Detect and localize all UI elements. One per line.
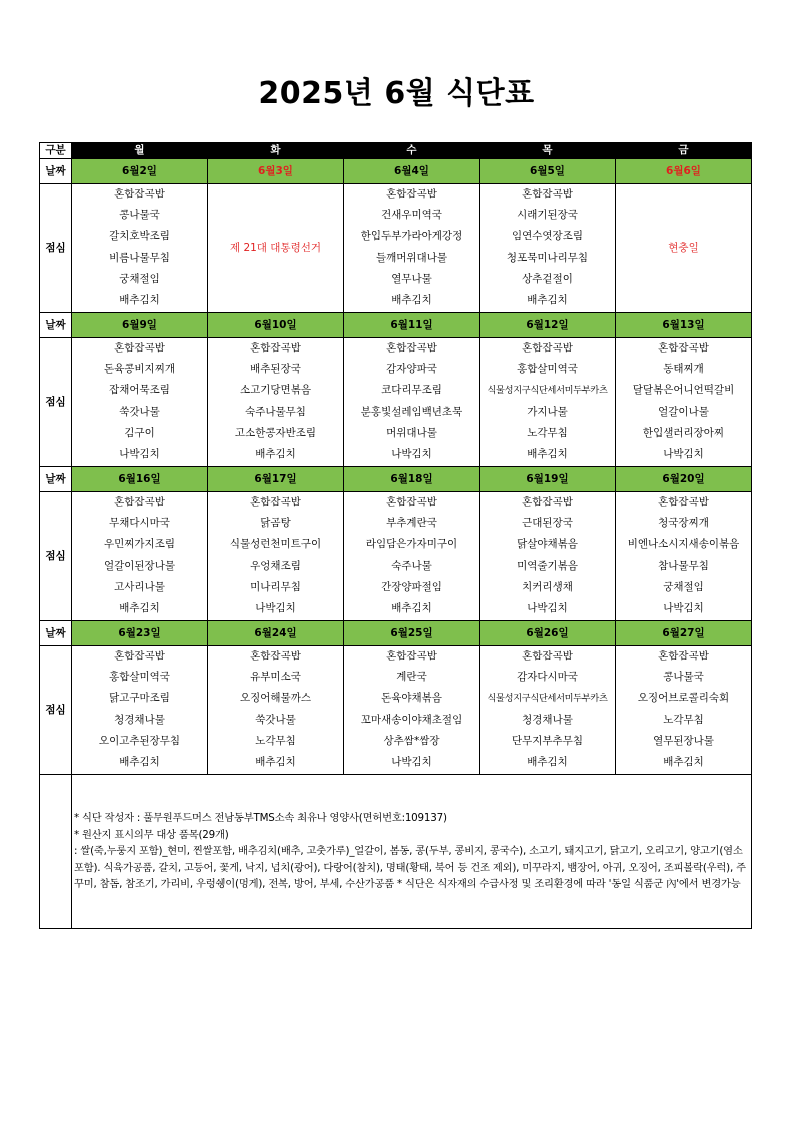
date-cell: 6월9일 — [72, 313, 208, 338]
menu-item: 갈치호박조림 — [109, 230, 170, 243]
holiday-note: 현충일 — [616, 184, 752, 313]
menu-item: 열무된장나물 — [653, 734, 714, 747]
date-cell: 6월18일 — [344, 467, 480, 492]
menu-cell — [480, 338, 616, 467]
menu-item: 혼합잡곡밥 — [522, 496, 573, 508]
menu-item: 식물성런천미트구이 — [229, 538, 322, 551]
menu-item: 혼합잡곡밥 — [114, 342, 165, 354]
date-cell: 6월20일 — [616, 467, 752, 492]
menu-item: 혼합잡곡밥 — [522, 650, 573, 662]
date-cell: 6월13일 — [616, 313, 752, 338]
menu-item: 혼합잡곡밥 — [658, 496, 709, 508]
menu-item: 닭고구마조림 — [109, 692, 170, 705]
lunch-row — [40, 492, 752, 621]
menu-item: 배추된장국 — [250, 363, 301, 376]
menu-item: 쑥갓나물 — [119, 405, 160, 418]
menu-item: 배추김치 — [391, 601, 432, 614]
day-header-thu: 목 — [480, 143, 616, 159]
menu-item: 청경채나물 — [522, 713, 573, 726]
menu-item: 배추김치 — [119, 601, 160, 614]
header-row — [40, 143, 752, 159]
menu-item: 닭곰탕 — [260, 517, 291, 530]
menu-item: 미나리무침 — [250, 580, 301, 593]
menu-item: 한입두부가라아게강정 — [360, 230, 463, 243]
menu-item: 배추김치 — [255, 755, 296, 768]
menu-item: 김구이 — [124, 426, 155, 439]
category-header: 구분 — [40, 143, 72, 159]
menu-item: 배추김치 — [527, 293, 568, 306]
menu-cell — [72, 492, 208, 621]
menu-item: 얼갈이나물 — [658, 405, 709, 418]
menu-item: 혼합잡곡밥 — [386, 342, 437, 354]
day-header-tue: 화 — [208, 143, 344, 159]
menu-item: 배추김치 — [527, 755, 568, 768]
lunch-row — [40, 646, 752, 775]
menu-item: 한입샐러리장아찌 — [642, 426, 725, 439]
lunch-row — [40, 184, 752, 313]
menu-item: 열무나물 — [391, 272, 432, 285]
menu-item: 분홍빛설레임백년초묵 — [360, 405, 463, 418]
menu-item: 오이고추된장무침 — [98, 734, 181, 747]
menu-item: 고소한콩자반조림 — [234, 426, 317, 439]
date-cell: 6월4일 — [344, 159, 480, 184]
menu-item: 콩나물국 — [119, 209, 160, 222]
menu-item: 숙주나물무침 — [245, 405, 306, 418]
menu-cell — [616, 646, 752, 775]
menu-cell — [72, 646, 208, 775]
date-row — [40, 467, 752, 492]
menu-item: 숙주나물 — [391, 559, 432, 572]
menu-item: 미역줄기볶음 — [517, 559, 578, 572]
menu-item: 비름나물무침 — [109, 251, 170, 264]
menu-item: 혼합잡곡밥 — [114, 496, 165, 508]
menu-cell — [616, 492, 752, 621]
menu-cell — [208, 646, 344, 775]
menu-item: 간장양파절임 — [381, 580, 442, 593]
day-header-wed: 수 — [344, 143, 480, 159]
note-line: : 쌀(죽,누룽지 포함)_현미, 찐쌀포함, 배추김치(배추, 고춧가루)_얼갈이, 봄동, 콩(두부, 콩비지, 콩국수), 소고기, 돼지고기, 닭고기, 오리고기, 양고기(염소포함). 식육가공품, 갈치, 고등어, 꽃게, 낙지, 넙치(광어), 다랑어(참치), 명태(황태, 북어 등 건조 제외), 미꾸라지, 뱀장어, 아귀, 오징어, 조피볼락(우럭), 주꾸미, 참돔, 참조기, 가리비, 우렁쉥이(멍게), 전복, 방어, 부세, 수산가공품 * 식단은 식자재의 수급사정 및 조리환경에 따라 '동일 식품군 內'에서 변경가능 — [74, 845, 746, 891]
menu-item: 달달볶은어니언떡갈비 — [632, 384, 735, 397]
date-cell: 6월27일 — [616, 621, 752, 646]
menu-cell — [344, 184, 480, 313]
notes-cell — [72, 775, 752, 929]
menu-item: 나박김치 — [391, 755, 432, 768]
menu-item: 감자다시마국 — [517, 671, 578, 684]
date-cell: 6월2일 — [72, 159, 208, 184]
menu-item: 건새우미역국 — [381, 209, 442, 222]
menu-item: 근대된장국 — [522, 517, 573, 530]
date-cell: 6월10일 — [208, 313, 344, 338]
menu-item: 들깨머위대나물 — [375, 251, 447, 264]
menu-item: 우엉채조림 — [250, 559, 301, 572]
menu-cell — [480, 184, 616, 313]
menu-cell — [344, 646, 480, 775]
menu-item: 혼합잡곡밥 — [386, 496, 437, 508]
menu-item: 무채다시마국 — [109, 517, 170, 530]
menu-item: 배추김치 — [255, 447, 296, 460]
menu-cell — [480, 646, 616, 775]
menu-item: 유부미소국 — [250, 671, 301, 684]
menu-item: 비엔나소시지새송이볶음 — [627, 538, 740, 551]
menu-item: 배추김치 — [119, 755, 160, 768]
menu-item: 콩나물국 — [663, 671, 704, 684]
menu-item: 배추김치 — [119, 293, 160, 306]
notes-row-label — [40, 775, 72, 929]
menu-cell — [480, 492, 616, 621]
menu-item: 식물성지구식단세서미두부카츠 — [487, 693, 608, 705]
menu-item: 참나물무침 — [658, 559, 709, 572]
menu-item: 궁채절임 — [663, 580, 704, 593]
date-row-label: 날짜 — [40, 159, 72, 184]
lunch-row-label: 점심 — [40, 492, 72, 621]
meal-plan-table — [39, 142, 752, 929]
menu-item: 소고기당면볶음 — [239, 384, 311, 397]
menu-item: 오징어해물까스 — [239, 692, 311, 705]
menu-item: 동태찌개 — [663, 363, 704, 376]
date-cell: 6월26일 — [480, 621, 616, 646]
menu-item: 노각무침 — [663, 713, 704, 726]
menu-item: 우민찌가지조림 — [103, 538, 175, 551]
menu-item: 청경채나물 — [114, 713, 165, 726]
note-line: * 원산지 표시의무 대상 품목(29개) — [74, 828, 229, 841]
menu-item: 계란국 — [396, 671, 427, 684]
date-cell: 6월25일 — [344, 621, 480, 646]
menu-item: 임연수엿장조림 — [511, 230, 583, 243]
menu-item: 노각무침 — [527, 426, 568, 439]
date-row — [40, 313, 752, 338]
menu-item: 혼합잡곡밥 — [250, 496, 301, 508]
menu-item: 나박김치 — [527, 601, 568, 614]
menu-item: 부추계란국 — [386, 517, 437, 530]
menu-item: 쑥갓나물 — [255, 713, 296, 726]
date-cell: 6월24일 — [208, 621, 344, 646]
menu-item: 돈육콩비지찌개 — [103, 363, 175, 376]
lunch-row-label: 점심 — [40, 646, 72, 775]
menu-item: 라임담은가자미구이 — [365, 538, 458, 551]
menu-cell — [72, 338, 208, 467]
menu-cell — [616, 338, 752, 467]
menu-item: 나박김치 — [663, 601, 704, 614]
date-cell: 6월12일 — [480, 313, 616, 338]
menu-item: 나박김치 — [119, 447, 160, 460]
day-header-fri: 금 — [616, 143, 752, 159]
menu-item: 머위대나물 — [386, 426, 437, 439]
menu-item: 배추김치 — [663, 755, 704, 768]
menu-item: 청포묵미나리무침 — [506, 251, 589, 264]
date-cell: 6월3일 — [208, 159, 344, 184]
menu-item: 치커리생채 — [522, 580, 573, 593]
menu-item: 돈육야채볶음 — [381, 692, 442, 705]
menu-item: 얼갈이된장나물 — [103, 559, 175, 572]
menu-item: 나박김치 — [391, 447, 432, 460]
notes-row — [40, 775, 752, 929]
date-row-label: 날짜 — [40, 313, 72, 338]
menu-item: 혼합잡곡밥 — [658, 342, 709, 354]
menu-item: 상추겉절이 — [522, 272, 573, 285]
menu-item: 단무지부추무침 — [511, 734, 583, 747]
menu-cell — [344, 492, 480, 621]
holiday-note: 제 21대 대통령선거 — [208, 184, 344, 313]
menu-item: 꼬마새송이야채초절임 — [360, 713, 463, 726]
menu-item: 노각무침 — [255, 734, 296, 747]
date-cell: 6월5일 — [480, 159, 616, 184]
menu-item: 혼합잡곡밥 — [114, 188, 165, 200]
menu-item: 잡채어묵조림 — [109, 384, 170, 397]
date-cell: 6월6일 — [616, 159, 752, 184]
menu-item: 혼합잡곡밥 — [386, 650, 437, 662]
date-cell: 6월19일 — [480, 467, 616, 492]
notes-box — [72, 810, 751, 892]
day-header-mon: 월 — [72, 143, 208, 159]
menu-item: 혼합잡곡밥 — [250, 342, 301, 354]
menu-item: 식물성지구식단세서미두부카츠 — [487, 385, 608, 397]
menu-cell — [344, 338, 480, 467]
menu-item: 혼합잡곡밥 — [522, 188, 573, 200]
menu-item: 나박김치 — [255, 601, 296, 614]
menu-item: 가지나물 — [527, 405, 568, 418]
date-row-label: 날짜 — [40, 467, 72, 492]
menu-item: 궁채절임 — [119, 272, 160, 285]
menu-item: 배추김치 — [391, 293, 432, 306]
date-row — [40, 621, 752, 646]
menu-item: 홍합살미역국 — [109, 671, 170, 684]
menu-item: 오징어브로콜리숙회 — [637, 692, 730, 705]
menu-item: 혼합잡곡밥 — [522, 342, 573, 354]
date-cell: 6월17일 — [208, 467, 344, 492]
menu-item: 상추쌈*쌈장 — [383, 734, 440, 747]
menu-item: 혼합잡곡밥 — [114, 650, 165, 662]
menu-item: 배추김치 — [527, 447, 568, 460]
menu-cell — [208, 338, 344, 467]
lunch-row — [40, 338, 752, 467]
date-cell: 6월11일 — [344, 313, 480, 338]
menu-item: 고사리나물 — [114, 580, 165, 593]
menu-item: 시래기된장국 — [517, 209, 578, 222]
lunch-row-label: 점심 — [40, 184, 72, 313]
menu-item: 혼합잡곡밥 — [658, 650, 709, 662]
note-line: * 식단 작성자 : 풀무원푸드머스 전남동부TMS소속 최유나 영양사(면허번호:109137) — [74, 812, 447, 825]
page-title: 2025년 6월 식단표 — [258, 76, 535, 111]
date-row-label: 날짜 — [40, 621, 72, 646]
menu-item: 닭살야채볶음 — [517, 538, 578, 551]
menu-item: 홍합살미역국 — [517, 363, 578, 376]
menu-item: 혼합잡곡밥 — [386, 188, 437, 200]
menu-item: 혼합잡곡밥 — [250, 650, 301, 662]
menu-cell — [208, 492, 344, 621]
menu-item: 청국장찌개 — [658, 517, 709, 530]
date-cell: 6월23일 — [72, 621, 208, 646]
lunch-row-label: 점심 — [40, 338, 72, 467]
date-cell: 6월16일 — [72, 467, 208, 492]
date-row — [40, 159, 752, 184]
menu-item: 코다리무조림 — [381, 384, 442, 397]
menu-item: 나박김치 — [663, 447, 704, 460]
menu-item: 감자양파국 — [386, 363, 437, 376]
menu-cell — [72, 184, 208, 313]
